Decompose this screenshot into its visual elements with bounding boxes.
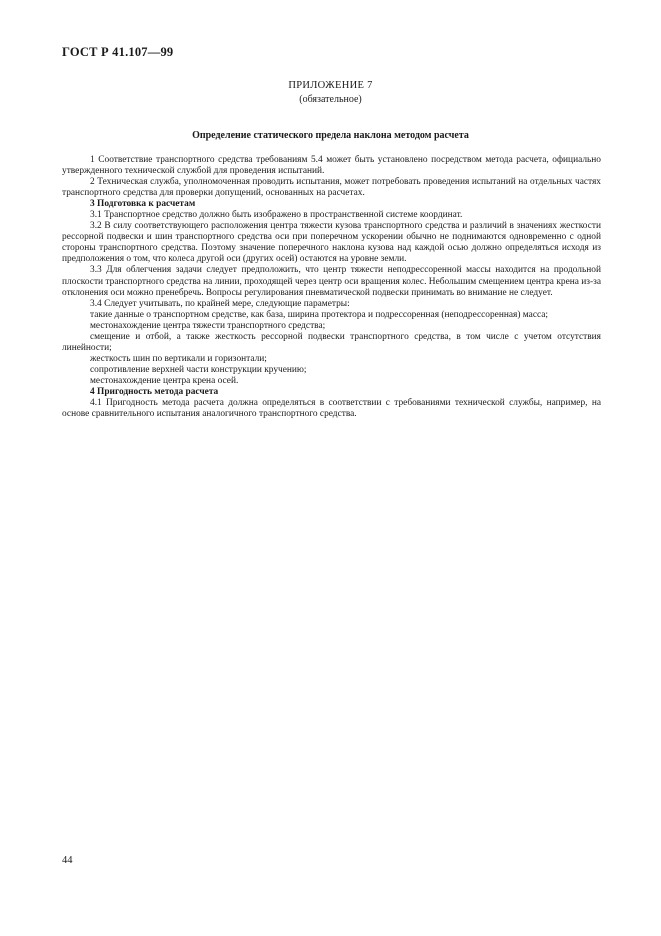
list-item: сопротивление верхней части конструкции кручению; xyxy=(90,364,307,375)
paragraph: 3.1 Транспортное средство должно быть изображено в пространственной системе координат. xyxy=(90,210,463,221)
standard-code-header: ГОСТ Р 41.107—99 xyxy=(62,45,174,59)
paragraph: 3.2 В силу соответствующего расположения центра тяжести кузова транспортного средства и различий в значениях жесткости рессорной подвески и шин транспортного средства оси при поперечном ускорении обычно не поднимаются одновременно с одной стороны транспортного средства. Поэтому значение поперечного наклона кузова над каждой осью должно определяться исходя из предположения о том, что колеса другой оси (других осей) остаются на уровне земли. xyxy=(62,221,601,265)
page-number: 44 xyxy=(62,855,73,866)
list-item: такие данные о транспортном средстве, как база, ширина протектора и подрессоренная (неподрессоренная) масса; xyxy=(90,309,549,320)
appendix-status: (обязательное) xyxy=(299,94,362,105)
paragraph: 3.4 Следует учитывать, по крайней мере, следующие параметры: xyxy=(90,298,350,309)
paragraph: 4.1 Пригодность метода расчета должна определяться в соответствии с требованиями технической службы, например, на основе сравнительного испытания аналогичного транспортного средства. xyxy=(62,398,601,420)
document-body xyxy=(62,155,601,420)
section-heading: Определение статического предела наклона методом расчета xyxy=(192,130,469,141)
list-item: жесткость шин по вертикали и горизонтали; xyxy=(90,353,267,364)
paragraph: 1 Соответствие транспортного средства требованиям 5.4 может быть установлено посредством метода расчета, официально утвержденного технической службой для проведения испытаний. xyxy=(62,155,601,177)
subsection-heading: 4 Пригодность метода расчета xyxy=(90,386,219,397)
paragraph: 2 Техническая служба, уполномоченная проводить испытания, может потребовать проведения испытаний на отдельных частях транспортного средства для проверки допущений, основанных на расчетах. xyxy=(62,177,601,199)
appendix-title: ПРИЛОЖЕНИЕ 7 xyxy=(288,80,373,91)
list-item: местонахождение центра тяжести транспортного средства; xyxy=(90,320,326,331)
paragraph: 3.3 Для облегчения задачи следует предположить, что центр тяжести неподрессоренной массы находится на продольной плоскости транспортного средства на линии, проходящей через центр оси вращения колес. Небольшим смещением центра крена из-за отклонения оси можно пренебречь. Вопросы регулирования пневматической подвески принимать во внимание не следует. xyxy=(62,265,601,298)
list-item: смещение и отбой, а также жесткость рессорной подвески транспортного средства, в том числе с учетом отсутствия линейности; xyxy=(62,331,601,353)
list-item: местонахождение центра крена осей. xyxy=(90,375,239,386)
subsection-heading: 3 Подготовка к расчетам xyxy=(90,199,196,210)
